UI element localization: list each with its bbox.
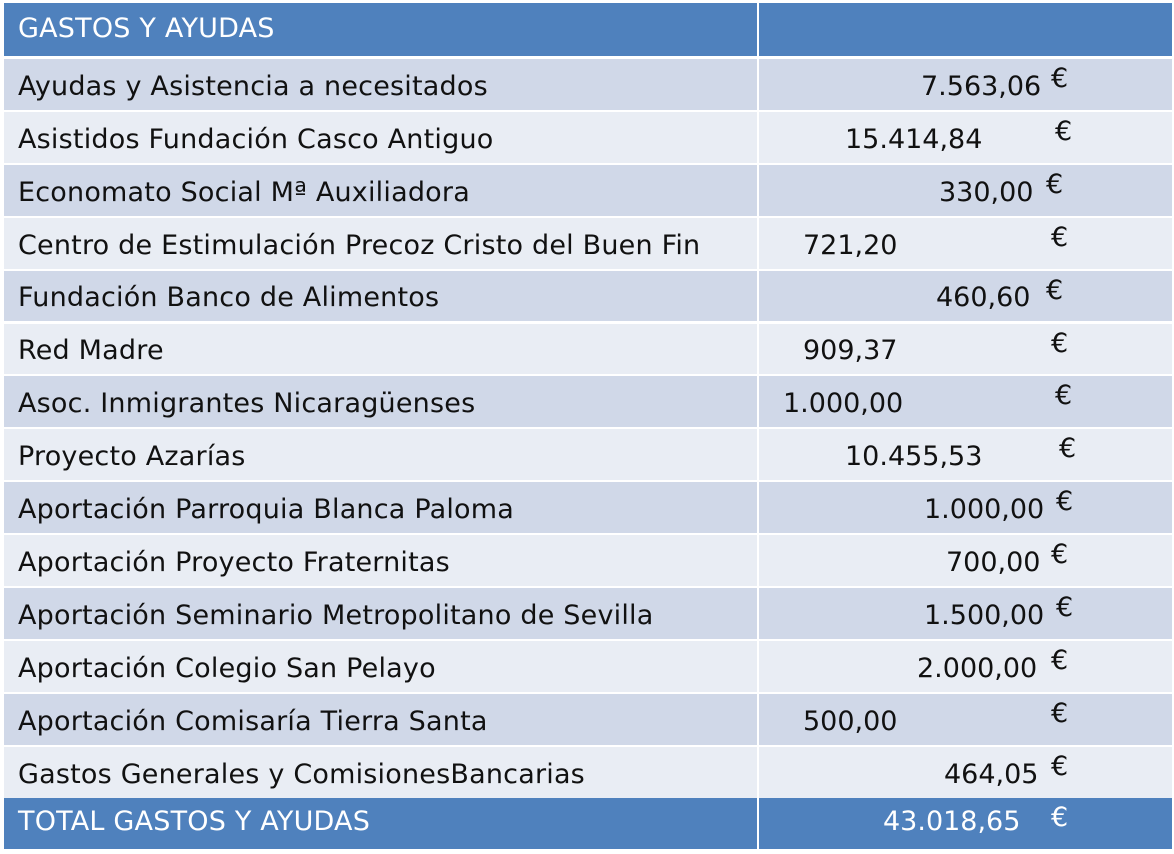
- row-amount: 15.414,84: [845, 123, 983, 155]
- row-amount-cell: [759, 165, 1172, 216]
- row-amount: 1.500,00: [924, 599, 1045, 631]
- euro-symbol: €: [1051, 221, 1069, 253]
- row-amount-cell: [759, 376, 1172, 427]
- row-label-cell: [4, 165, 759, 216]
- row-label: Fundación Banco de Alimentos: [18, 282, 440, 314]
- row-label: Aportación Seminario Metropolitano de Sevilla: [18, 599, 654, 631]
- euro-symbol: €: [1055, 380, 1073, 412]
- row-amount: 460,60: [936, 282, 1031, 314]
- row-label: Centro de Estimulación Precoz Cristo del Buen Fin: [18, 229, 701, 261]
- table-row: [4, 271, 1172, 322]
- row-amount: 909,37: [803, 335, 898, 367]
- total-amount: 43.018,65: [883, 806, 1021, 837]
- table-header-row: [4, 3, 1172, 56]
- table-row: [4, 112, 1172, 163]
- table-row: [4, 588, 1172, 639]
- table-row: [4, 641, 1172, 692]
- row-label-cell: [4, 694, 759, 745]
- row-amount: 2.000,00: [917, 652, 1038, 684]
- total-label-cell: [4, 798, 759, 849]
- total-row: [4, 798, 1172, 849]
- row-label: Proyecto Azarías: [18, 441, 246, 473]
- row-label: Asistidos Fundación Casco Antiguo: [18, 123, 494, 155]
- euro-symbol: €: [1056, 592, 1074, 623]
- row-amount-cell: [759, 271, 1172, 322]
- row-label: Ayudas y Asistencia a necesitados: [18, 70, 488, 102]
- row-label-cell: [4, 482, 759, 533]
- table-title: GASTOS Y AYUDAS: [18, 13, 275, 44]
- euro-symbol: €: [1051, 750, 1069, 782]
- row-amount-cell: [759, 747, 1172, 798]
- table-row: [4, 747, 1172, 798]
- row-amount: 721,20: [803, 229, 898, 261]
- row-label-cell: [4, 59, 759, 110]
- row-amount-cell: [759, 588, 1172, 639]
- row-label: Aportación Parroquia Blanca Paloma: [18, 494, 515, 526]
- table-row: [4, 324, 1172, 375]
- table-row: [4, 59, 1172, 110]
- row-amount-cell: [759, 535, 1172, 586]
- row-amount: 1.000,00: [924, 494, 1045, 526]
- row-label-cell: [4, 218, 759, 269]
- euro-symbol: €: [1055, 115, 1073, 147]
- total-amount-cell: [759, 798, 1172, 849]
- row-amount: 1.000,00: [783, 388, 904, 420]
- table-row: [4, 429, 1172, 480]
- header-amount-cell: [759, 3, 1172, 56]
- table-row: [4, 482, 1172, 533]
- table-row: [4, 165, 1172, 216]
- row-amount-cell: [759, 429, 1172, 480]
- euro-symbol: €: [1051, 327, 1069, 359]
- row-label-cell: [4, 112, 759, 163]
- row-amount-cell: [759, 112, 1172, 163]
- row-amount: 10.455,53: [845, 441, 983, 473]
- row-amount: 700,00: [946, 546, 1041, 578]
- euro-symbol: €: [1051, 644, 1069, 676]
- row-amount: 500,00: [803, 705, 898, 737]
- row-amount: 330,00: [939, 176, 1034, 208]
- row-label-cell: [4, 535, 759, 586]
- row-label: Red Madre: [18, 335, 164, 367]
- row-label: Aportación Colegio San Pelayo: [18, 652, 436, 684]
- row-label-cell: [4, 376, 759, 427]
- row-amount-cell: [759, 694, 1172, 745]
- row-label-cell: [4, 588, 759, 639]
- row-label: Asoc. Inmigrantes Nicaragüenses: [18, 388, 476, 420]
- row-amount-cell: [759, 641, 1172, 692]
- euro-symbol: €: [1051, 802, 1069, 833]
- row-amount-cell: [759, 324, 1172, 375]
- row-label-cell: [4, 641, 759, 692]
- euro-symbol: €: [1051, 63, 1069, 94]
- euro-symbol: €: [1046, 274, 1064, 306]
- euro-symbol: €: [1051, 539, 1069, 571]
- table-row: [4, 218, 1172, 269]
- row-amount-cell: [759, 59, 1172, 110]
- table-row: [4, 376, 1172, 427]
- row-amount: 464,05: [944, 758, 1039, 790]
- row-label: Gastos Generales y ComisionesBancarias: [18, 758, 585, 790]
- euro-symbol: €: [1051, 697, 1069, 729]
- row-amount-cell: [759, 218, 1172, 269]
- row-label-cell: [4, 429, 759, 480]
- row-label-cell: [4, 271, 759, 322]
- row-label-cell: [4, 324, 759, 375]
- row-label: Aportación Proyecto Fraternitas: [18, 546, 450, 578]
- row-label-cell: [4, 747, 759, 798]
- euro-symbol: €: [1056, 486, 1074, 518]
- euro-symbol: €: [1046, 168, 1064, 200]
- euro-symbol: €: [1059, 433, 1077, 465]
- header-label-cell: [4, 3, 759, 56]
- row-label: Economato Social Mª Auxiliadora: [18, 176, 470, 208]
- table-row: [4, 535, 1172, 586]
- total-label: TOTAL GASTOS Y AYUDAS: [18, 806, 371, 837]
- row-amount: 7.563,06: [921, 70, 1042, 102]
- table-row: [4, 694, 1172, 745]
- row-label: Aportación Comisaría Tierra Santa: [18, 705, 488, 737]
- row-amount-cell: [759, 482, 1172, 533]
